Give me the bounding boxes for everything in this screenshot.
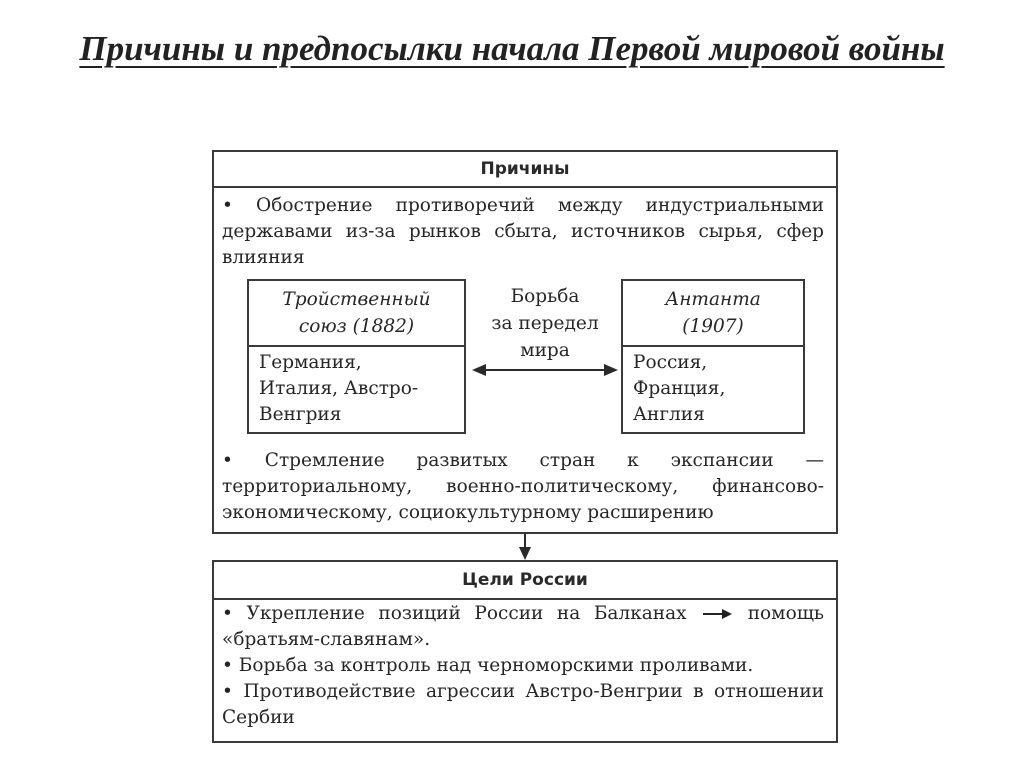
diagram-title: Причины и предпосылки начала Первой мировой войны	[79, 29, 945, 68]
triple-alliance-name: Тройственный союз (1882)	[249, 281, 464, 347]
goal-balkans	[222, 601, 824, 653]
goal-balkans-result: помощь «братьям-славянам».	[222, 603, 824, 650]
triple-alliance-members: Германия, Италия, Австро- Венгрия	[259, 352, 419, 425]
goal-straits: • Борьба за контроль над черноморскими проливами.	[222, 655, 754, 676]
entente-members: Россия, Франция, Англия	[633, 352, 726, 425]
entente-name: Антанта (1907)	[623, 281, 803, 347]
goal-serbia: • Противодействие агрессии Австро-Венгрии в отношении Сербии	[222, 681, 824, 728]
goal-balkans-text: • Укрепление позиций России на Балканах	[222, 603, 687, 624]
down-arrow-icon	[519, 534, 531, 560]
struggle-label: Борьба за передел мира	[491, 286, 599, 361]
double-arrow-icon	[472, 364, 618, 376]
cause-expansion-text: • Стремление развитых стран к экспансии — территориальному, военно-политическому, финансово-экономическому, социокультурному расширению	[222, 450, 824, 523]
causes-header: Причины	[214, 152, 836, 188]
right-arrow-icon	[700, 608, 734, 620]
russia-goals-header: Цели России	[214, 562, 836, 600]
cause-rivalry-text: • Обострение противоречий между индустриальными державами из-за рынков сбыта, источников сырья, сфер влияния	[222, 195, 824, 268]
